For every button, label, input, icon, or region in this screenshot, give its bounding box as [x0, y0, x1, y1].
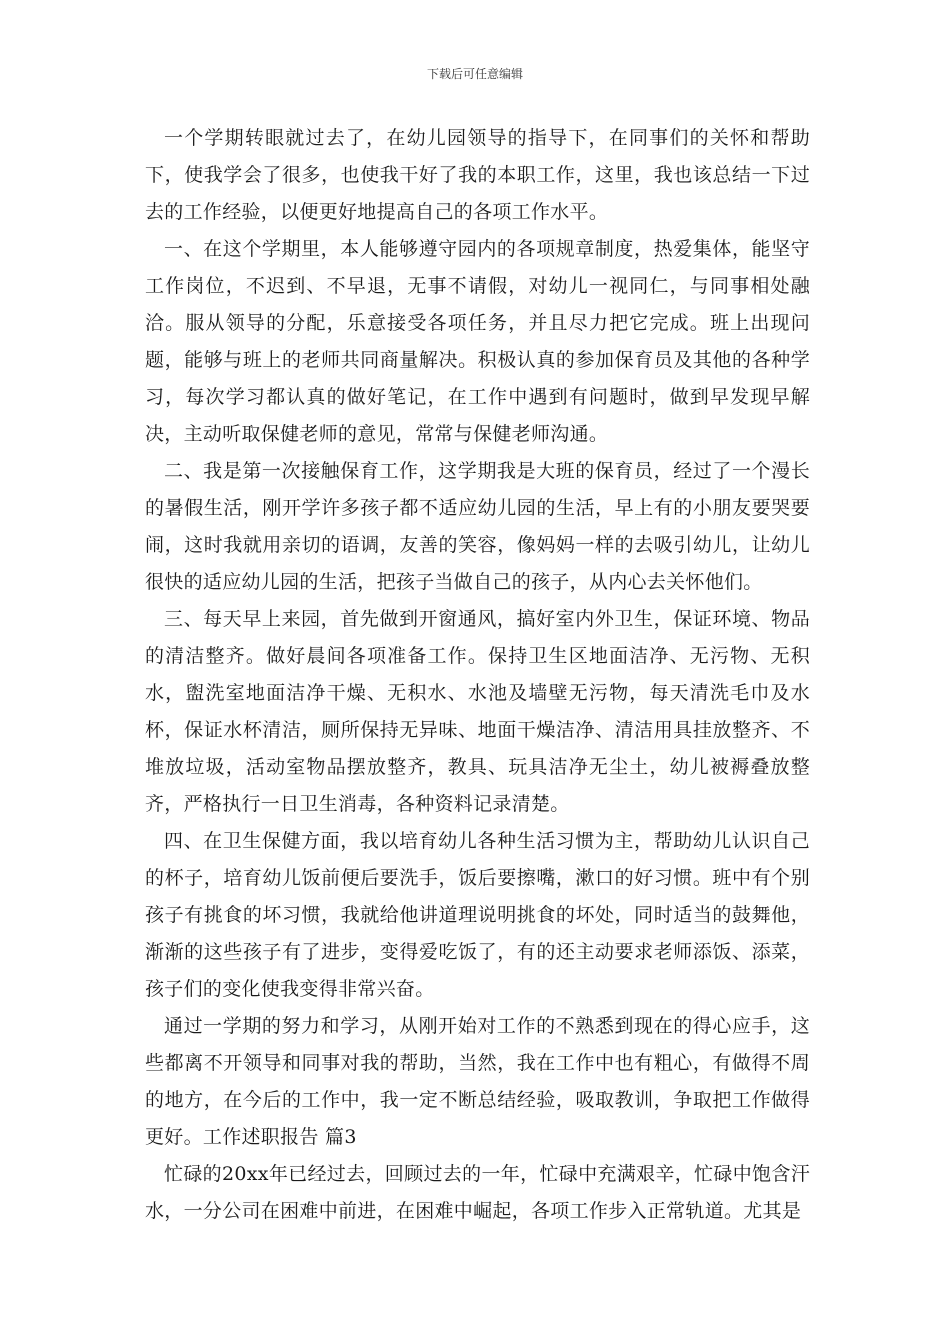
- document-body: [145, 120, 810, 1230]
- paragraph-report-3-start: 忙碌的20xx年已经过去，回顾过去的一年，忙碌中充满艰辛，忙碌中饱含汗水，一分公司在困难中前进，在困难中崛起，各项工作步入正常轨道。尤其是: [145, 1163, 810, 1222]
- page-header: 下载后可任意编辑: [426, 67, 523, 81]
- paragraph-conclusion: 通过一学期的努力和学习，从刚开始对工作的不熟悉到现在的得心应手，这些都离不开领导和同事对我的帮助，当然，我在工作中也有粗心，有做得不周的地方，在今后的工作中，我一定不断总结经验，吸取教训，争取把工作做得更好。工作述职报告 篇3: [145, 1015, 810, 1148]
- paragraph-intro: 一个学期转眼就过去了，在幼儿园领导的指导下，在同事们的关怀和帮助下，使我学会了很多，也使我干好了我的本职工作，这里，我也该总结一下过去的工作经验，以便更好地提高自己的各项工作水平。: [145, 127, 810, 223]
- paragraph-section-2: 二、我是第一次接触保育工作，这学期我是大班的保育员，经过了一个漫长的暑假生活，刚开学许多孩子都不适应幼儿园的生活，早上有的小朋友要哭要闹，这时我就用亲切的语调，友善的笑容，像妈妈一样的去吸引幼儿，让幼儿很快的适应幼儿园的生活，把孩子当做自己的孩子，从内心去关怀他们。: [145, 460, 810, 593]
- paragraph-section-3: 三、每天早上来园，首先做到开窗通风，搞好室内外卫生，保证环境、物品的清洁整齐。做好晨间各项准备工作。保持卫生区地面洁净、无污物、无积水，盥洗室地面洁净干燥、无积水、水池及墙壁无污物，每天清洗毛巾及水杯，保证水杯清洁，厕所保持无异味、地面干燥洁净、清洁用具挂放整齐、不堆放垃圾，活动室物品摆放整齐，教具、玩具洁净无尘土，幼儿被褥叠放整齐，严格执行一日卫生消毒，各种资料记录清楚。: [145, 608, 810, 815]
- paragraph-section-4: 四、在卫生保健方面，我以培育幼儿各种生活习惯为主，帮助幼儿认识自己的杯子，培育幼儿饭前便后要洗手，饭后要擦嘴，漱口的好习惯。班中有个别孩子有挑食的坏习惯，我就给他讲道理说明挑食的坏处，同时适当的鼓舞他，渐渐的这些孩子有了进步，变得爱吃饭了，有的还主动要求老师添饭、添菜，孩子们的变化使我变得非常兴奋。: [145, 830, 810, 1000]
- paragraph-section-1: 一、在这个学期里，本人能够遵守园内的各项规章制度，热爱集体，能坚守工作岗位，不迟到、不早退，无事不请假，对幼儿一视同仁，与同事相处融洽。服从领导的分配，乐意接受各项任务，并且尽力把它完成。班上出现问题，能够与班上的老师共同商量解决。积极认真的参加保育员及其他的各种学习，每次学习都认真的做好笔记，在工作中遇到有问题时，做到早发现早解决，主动听取保健老师的意见，常常与保健老师沟通。: [145, 238, 810, 445]
